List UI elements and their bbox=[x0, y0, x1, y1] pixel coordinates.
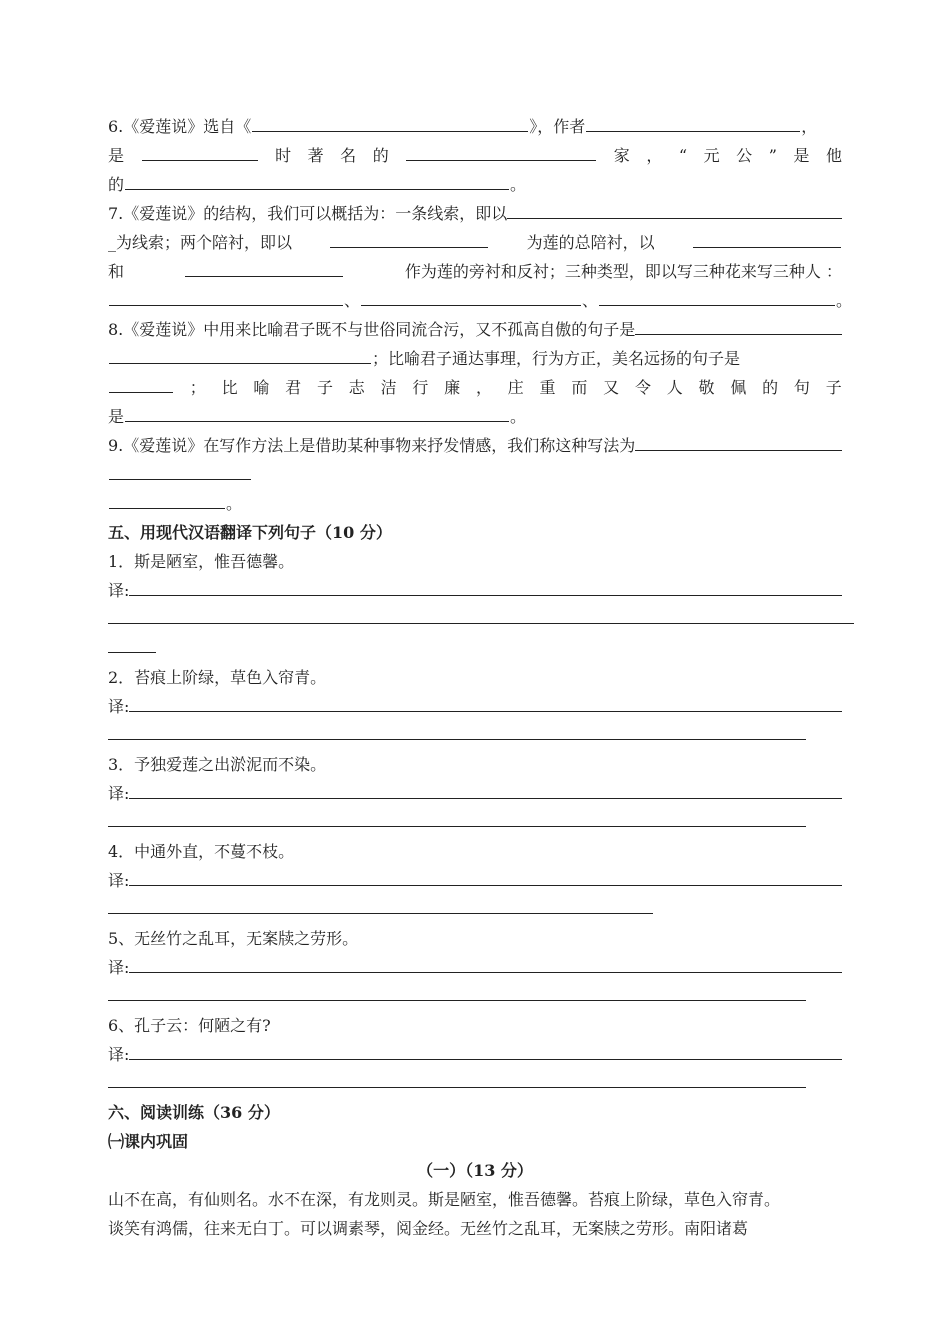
q6-text-3: ， bbox=[801, 117, 818, 136]
s5-answer-line-4a[interactable] bbox=[129, 867, 842, 886]
q6-blank-era[interactable] bbox=[142, 142, 258, 161]
q8-line-1 bbox=[108, 315, 842, 344]
q9-line-2 bbox=[108, 460, 842, 489]
q8-l3-c6: 洁 bbox=[380, 378, 397, 397]
s5-answer-line-5b-row bbox=[108, 982, 842, 1011]
q8-l3-c16: 敬 bbox=[698, 378, 715, 397]
q7-line-4 bbox=[108, 286, 853, 315]
q8-l3-c10: 庄 bbox=[507, 378, 524, 397]
q6-line-1 bbox=[108, 112, 842, 141]
q7-l3-text-a: 和 bbox=[108, 262, 125, 281]
q9-text-1: 9.《爱莲说》在写作方法上是借助某种事物来抒发情感，我们称这种写法为 bbox=[108, 436, 636, 455]
q8-l3-c17: 佩 bbox=[730, 378, 747, 397]
q6-line-3 bbox=[108, 170, 842, 199]
s5-answer-line-2a[interactable] bbox=[129, 693, 842, 712]
s5-answer-line-1a[interactable] bbox=[129, 577, 842, 596]
q8-text-2: ；比喻君子通达事理，行为方正，美名远扬的句子是 bbox=[372, 349, 741, 368]
q8-l3-c5: 志 bbox=[348, 378, 365, 397]
q7-line-2 bbox=[108, 228, 842, 257]
s5-answer-line-6b[interactable] bbox=[108, 1069, 806, 1088]
s5-item-3: 3．予独爱莲之出淤泥而不染。 bbox=[108, 755, 327, 774]
q6-text-1: 6.《爱莲说》选自《 bbox=[108, 117, 252, 136]
q9-end: 。 bbox=[226, 494, 243, 513]
q9-blank-2[interactable] bbox=[109, 461, 251, 480]
q7-blank-side-a[interactable] bbox=[693, 229, 841, 248]
s5-answer-line-1b-row bbox=[108, 605, 854, 634]
q8-l4-text: 是 bbox=[108, 407, 125, 426]
s5-answer-line-5a[interactable] bbox=[129, 954, 842, 973]
q6-l2-c4: 的 bbox=[372, 146, 389, 165]
q8-blank-1b[interactable] bbox=[109, 345, 371, 364]
q8-l3-c3: 君 bbox=[285, 378, 302, 397]
s5-answer-4 bbox=[108, 866, 842, 895]
section6-subtitle: ㈠课内巩固 bbox=[108, 1132, 189, 1151]
q7-l3-text-b: 作为莲的旁衬和反衬；三种类型，即以写三种花来写三种人 ： bbox=[404, 262, 842, 281]
q7-blank-clue[interactable] bbox=[507, 200, 842, 219]
s5-label-2: 译: bbox=[108, 697, 130, 716]
q7-l2-text-a: _为线索；两个陪衬，即以 bbox=[108, 233, 293, 252]
s5-answer-line-2b[interactable] bbox=[108, 721, 806, 740]
q7-blank-type-1[interactable] bbox=[109, 287, 343, 306]
q8-l4-end: 。 bbox=[510, 407, 527, 426]
q6-line-2 bbox=[108, 141, 842, 170]
s5-answer-6 bbox=[108, 1040, 842, 1069]
q6-l2-c12: 他 bbox=[825, 146, 842, 165]
q6-blank-author[interactable] bbox=[586, 113, 800, 132]
q6-l2-c2: 著 bbox=[307, 146, 324, 165]
q7-sep-1: 、 bbox=[344, 291, 361, 310]
q6-l2-c1: 时 bbox=[275, 146, 292, 165]
s5-answer-line-2b-row bbox=[108, 721, 842, 750]
q8-line-2 bbox=[108, 344, 842, 373]
q8-l3-c20: 子 bbox=[825, 378, 842, 397]
q6-blank-source[interactable] bbox=[252, 113, 528, 132]
q6-l3-end: 。 bbox=[510, 175, 527, 194]
section5-title: 五、用现代汉语翻译下列句子（10 分） bbox=[108, 523, 392, 542]
q8-l3-c9: ， bbox=[475, 378, 492, 397]
q6-l2-c8: 元 bbox=[703, 146, 720, 165]
q8-text-1: 8.《爱莲说》中用来比喻君子既不与世俗同流合污，又不孤高自傲的句子是 bbox=[108, 320, 636, 339]
q6-l2-c3: 名 bbox=[340, 146, 357, 165]
s5-label-4: 译: bbox=[108, 871, 130, 890]
q8-l3-c4: 子 bbox=[316, 378, 333, 397]
passage-line-2: 谈笑有鸿儒，往来无白丁。可以调素琴，阅金经。无丝竹之乱耳，无案牍之劳形。南阳诸葛 bbox=[108, 1219, 749, 1238]
q7-line-3 bbox=[108, 257, 842, 286]
q8-l3-c8: 廉 bbox=[444, 378, 461, 397]
q8-l3-c19: 句 bbox=[793, 378, 810, 397]
s5-answer-line-5b[interactable] bbox=[108, 982, 806, 1001]
q9-line-1 bbox=[108, 431, 842, 460]
q8-l3-c1: 比 bbox=[221, 378, 238, 397]
s5-answer-line-1c-row bbox=[108, 634, 842, 663]
q6-l3-text: 的 bbox=[108, 175, 125, 194]
s5-item-2: 2．苔痕上阶绿，草色入帘青。 bbox=[108, 668, 327, 687]
q8-blank-1a[interactable] bbox=[635, 316, 842, 335]
q7-blank-general[interactable] bbox=[330, 229, 488, 248]
q7-text-1: 7.《爱莲说》的结构，我们可以概括为：一条线索，即以 bbox=[108, 204, 508, 223]
q6-l2-c11: 是 bbox=[793, 146, 810, 165]
q9-blank-1[interactable] bbox=[635, 432, 842, 451]
s5-label-1: 译: bbox=[108, 581, 130, 600]
s5-answer-line-4b-row bbox=[108, 895, 842, 924]
s5-label-3: 译: bbox=[108, 784, 130, 803]
s5-item-4: 4．中通外直，不蔓不枝。 bbox=[108, 842, 295, 861]
s5-answer-3 bbox=[108, 779, 842, 808]
q9-blank-3[interactable] bbox=[109, 490, 225, 509]
q9-line-3 bbox=[108, 489, 842, 518]
q7-blank-type-2[interactable] bbox=[361, 287, 581, 306]
q6-l2-c10: ” bbox=[768, 146, 777, 165]
section6-part-title: （一）（13 分） bbox=[417, 1161, 533, 1180]
q8-l3-c12: 而 bbox=[571, 378, 588, 397]
q8-l3-c15: 人 bbox=[666, 378, 683, 397]
s5-answer-line-6a[interactable] bbox=[129, 1041, 842, 1060]
q7-l2-text-b: 为莲的总陪衬，以 bbox=[526, 233, 655, 252]
q8-l3-c18: 的 bbox=[762, 378, 779, 397]
q7-blank-side-b[interactable] bbox=[185, 258, 343, 277]
q8-l3-c13: 又 bbox=[603, 378, 620, 397]
s5-answer-5 bbox=[108, 953, 842, 982]
s5-answer-line-1b[interactable] bbox=[108, 605, 854, 624]
s5-answer-line-1c[interactable] bbox=[108, 634, 156, 653]
passage-line-1: 山不在高，有仙则名。水不在深，有龙则灵。斯是陋室，惟吾德馨。苔痕上阶绿，草色入帘青。 bbox=[108, 1190, 781, 1209]
s5-answer-2 bbox=[108, 692, 842, 721]
s5-answer-line-3a[interactable] bbox=[129, 780, 842, 799]
q8-l3-c11: 重 bbox=[539, 378, 556, 397]
q7-end: 。 bbox=[836, 291, 853, 310]
s5-item-1: 1．斯是陋室，惟吾德馨。 bbox=[108, 552, 295, 571]
section6-title: 六、阅读训练（36 分） bbox=[108, 1103, 280, 1122]
s5-answer-1 bbox=[108, 576, 842, 605]
q6-blank-field[interactable] bbox=[406, 142, 596, 161]
q8-l3-c0: ； bbox=[189, 378, 206, 397]
q7-sep-2: 、 bbox=[582, 291, 599, 310]
q8-blank-2[interactable] bbox=[109, 374, 173, 393]
q8-l3-c2: 喻 bbox=[253, 378, 270, 397]
s5-answer-line-6b-row bbox=[108, 1069, 842, 1098]
s5-item-5: 5、无丝竹之乱耳，无案牍之劳形。 bbox=[108, 929, 359, 948]
q7-blank-type-3[interactable] bbox=[599, 287, 835, 306]
s5-answer-line-4b[interactable] bbox=[108, 895, 653, 914]
q6-l2-c0: 是 bbox=[108, 146, 125, 165]
q8-l3-c7: 行 bbox=[412, 378, 429, 397]
s5-label-6: 译: bbox=[108, 1045, 130, 1064]
q6-l2-c6: ， bbox=[646, 146, 663, 165]
s5-answer-line-3b-row bbox=[108, 808, 842, 837]
q8-l3-c14: 令 bbox=[634, 378, 651, 397]
q8-blank-3[interactable] bbox=[125, 403, 509, 422]
q6-l2-c5: 家 bbox=[613, 146, 630, 165]
q8-line-3 bbox=[108, 373, 842, 402]
q6-l2-c7: “ bbox=[678, 146, 688, 165]
s5-item-6: 6、孔子云：何陋之有? bbox=[108, 1016, 271, 1035]
s5-label-5: 译: bbox=[108, 958, 130, 977]
s5-answer-line-3b[interactable] bbox=[108, 808, 806, 827]
q7-line-1 bbox=[108, 199, 842, 228]
q6-text-2: 》，作者 bbox=[529, 117, 586, 136]
q6-l2-c9: 公 bbox=[736, 146, 753, 165]
q6-blank-name[interactable] bbox=[125, 171, 509, 190]
q8-line-4 bbox=[108, 402, 842, 431]
